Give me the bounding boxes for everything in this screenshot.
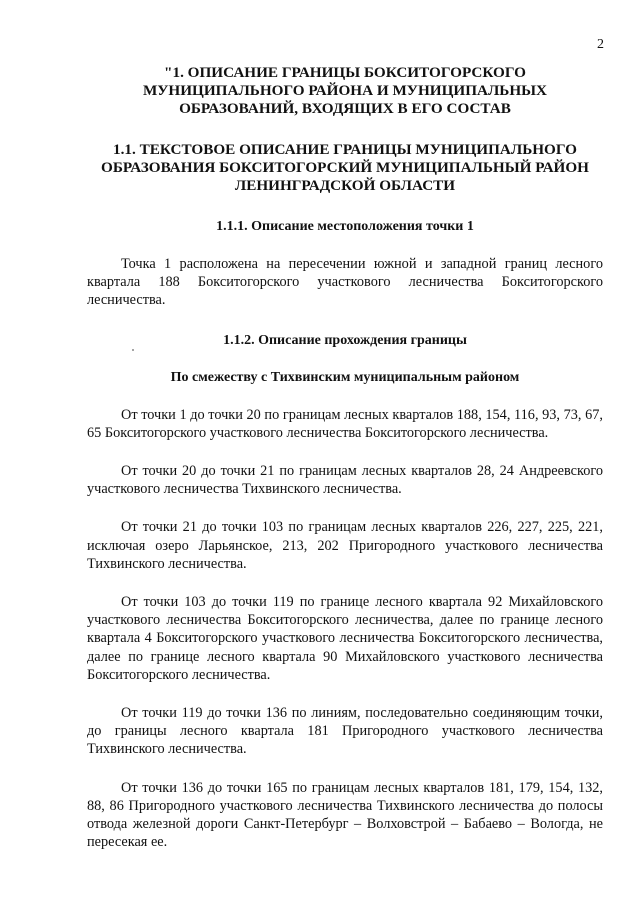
main-heading: "1. ОПИСАНИЕ ГРАНИЦЫ БОКСИТОГОРСКОГО МУНИЦИПАЛЬНОГО РАЙОНА И МУНИЦИПАЛЬНЫХ ОБРАЗОВАНИЙ, ВХОДЯЩИХ В ЕГО СОСТАВ xyxy=(142,64,548,117)
boundary-paragraph: От точки 136 до точки 165 по границам лесных кварталов 181, 179, 154, 132, 88, 86 Пригородного участкового лесничества Тихвинского лесничества до полосы отвода железной дороги Санкт-Петербург – Волховстрой – Бабаево – Вологда, не пересекая ее. xyxy=(87,779,603,851)
boundary-paragraph: От точки 119 до точки 136 по линиям, последовательно соединяющим точки, до границы лесного квартала 181 Пригородного участкового лесничества Тихвинского лесничества. xyxy=(87,705,603,758)
section-heading-1-1: 1.1. ТЕКСТОВОЕ ОПИСАНИЕ ГРАНИЦЫ МУНИЦИПАЛЬНОГО ОБРАЗОВАНИЯ БОКСИТОГОРСКИЙ МУНИЦИПАЛЬНЫЙ РАЙОН ЛЕНИНГРАДСКОЙ ОБЛАСТИ xyxy=(101,141,589,194)
subsection-heading-1-1-2: 1.1.2. Описание прохождения границы xyxy=(223,332,467,348)
boundary-paragraph: От точки 21 до точки 103 по границам лесных кварталов 226, 227, 225, 221, исключая озеро Ларьянское, 213, 202 Пригородного участкового лесничества Тихвинского лесничества. xyxy=(87,519,603,572)
boundary-paragraph: От точки 20 до точки 21 по границам лесных кварталов 28, 24 Андреевского участкового лесничества Тихвинского лесничества. xyxy=(87,463,603,498)
boundary-paragraph: От точки 103 до точки 119 по границе лесного квартала 92 Михайловского участкового лесничества Бокситогорского лесничества, далее по границе лесного квартала 4 Бокситогорского участкового лесничества Бокситогорского лесничества, далее по границе лесного квартала 90 Михайловского участкового лесничества Бокситогорского лесничества. xyxy=(87,594,603,683)
adjacency-heading: По смежеству с Тихвинским муниципальным районом xyxy=(170,369,520,385)
page-number: 2 xyxy=(597,37,604,52)
subsection-heading-1-1-1: 1.1.1. Описание местоположения точки 1 xyxy=(216,219,474,234)
point-1-description: Точка 1 расположена на пересечении южной и западной границ лесного квартала 188 Бокситогорского участкового лесничества Бокситогорского лесничества. xyxy=(87,256,603,309)
boundary-paragraph: От точки 1 до точки 20 по границам лесных кварталов 188, 154, 116, 93, 73, 67, 65 Бокситогорского участкового лесничества Бокситогорского лесничества. xyxy=(87,406,603,441)
document-body xyxy=(87,64,603,871)
